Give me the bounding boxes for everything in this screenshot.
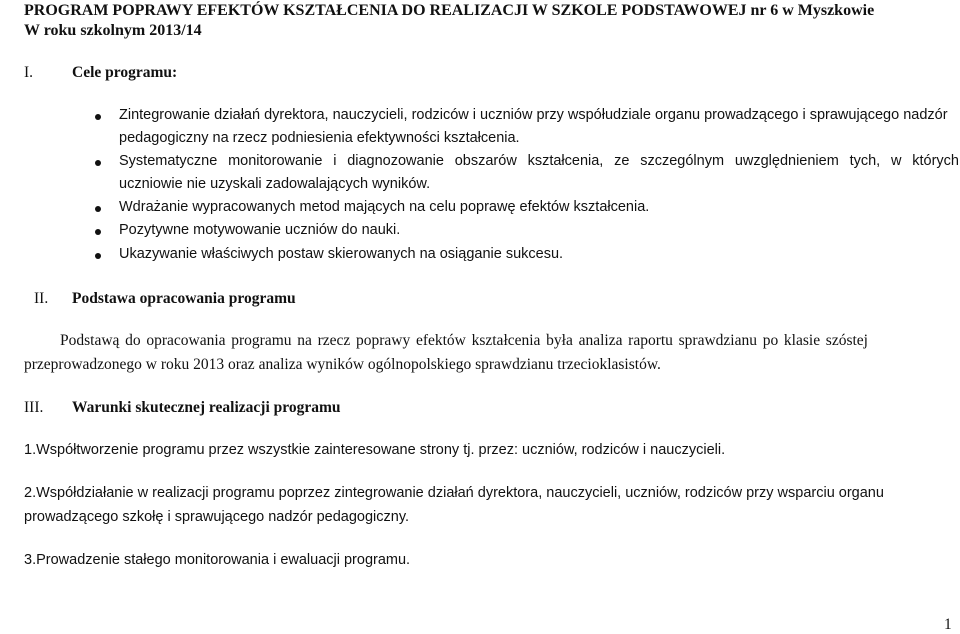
goal-item-2-line1: Systematyczne monitorowanie i diagnozowanie obszarów kształcenia, ze szczególnym uwzględnieniem tych, w których xyxy=(119,153,959,169)
goal-item-1-line2: pedagogiczny na rzecz podniesienia efektywności kształcenia. xyxy=(119,130,520,146)
bullet-icon xyxy=(95,114,101,120)
bullet-icon xyxy=(95,160,101,166)
document-title-line2: W roku szkolnym 2013/14 xyxy=(24,22,202,39)
bullet-icon xyxy=(95,206,101,212)
section1-heading: Cele programu: xyxy=(72,64,178,81)
goal-item-4: Pozytywne motywowanie uczniów do nauki. xyxy=(119,222,401,238)
section2-number: II. xyxy=(34,290,49,307)
bullet-icon xyxy=(95,229,101,235)
goal-item-3: Wdrażanie wypracowanych metod mających na celu poprawę efektów kształcenia. xyxy=(119,199,650,215)
section2-paragraph-line1: Podstawą do opracowania programu na rzecz poprawy efektów kształcenia była analiza raportu sprawdzianu po klasie szóstej xyxy=(60,332,868,349)
goal-item-2-line2: uczniowie nie uzyskali zadowalających wyników. xyxy=(119,176,431,192)
section3-heading: Warunki skutecznej realizacji programu xyxy=(72,399,341,416)
condition-item-3: 3.Prowadzenie stałego monitorowania i ewaluacji programu. xyxy=(24,552,411,568)
document-title-line1: PROGRAM POPRAWY EFEKTÓW KSZTAŁCENIA DO REALIZACJI W SZKOLE PODSTAWOWEJ nr 6 w Myszkowie xyxy=(24,2,875,19)
goal-item-1-line1: Zintegrowanie działań dyrektora, nauczycieli, rodziców i uczniów przy współudziale organu prowadzącego i sprawującego nadzór xyxy=(119,107,948,123)
goal-item-5: Ukazywanie właściwych postaw skierowanych na osiąganie sukcesu. xyxy=(119,246,564,262)
condition-item-2-line1: 2.Współdziałanie w realizacji programu poprzez zintegrowanie działań dyrektora, nauczycieli, uczniów, rodziców przy wsparciu organu xyxy=(24,485,884,501)
section3-number: III. xyxy=(24,399,44,416)
page-number: 1 xyxy=(944,616,952,633)
condition-item-1: 1.Współtworzenie programu przez wszystkie zainteresowane strony tj. przez: uczniów, rodziców i nauczycieli. xyxy=(24,442,726,458)
condition-item-2-line2: prowadzącego szkołę i sprawującego nadzór pedagogiczny. xyxy=(24,509,410,525)
bullet-icon xyxy=(95,253,101,259)
section1-number: I. xyxy=(24,64,34,81)
section2-paragraph-line2: przeprowadzonego w roku 2013 oraz analiza wyników ogólnopolskiego sprawdzianu trzecioklasistów. xyxy=(24,356,661,373)
section2-heading: Podstawa opracowania programu xyxy=(72,290,296,307)
